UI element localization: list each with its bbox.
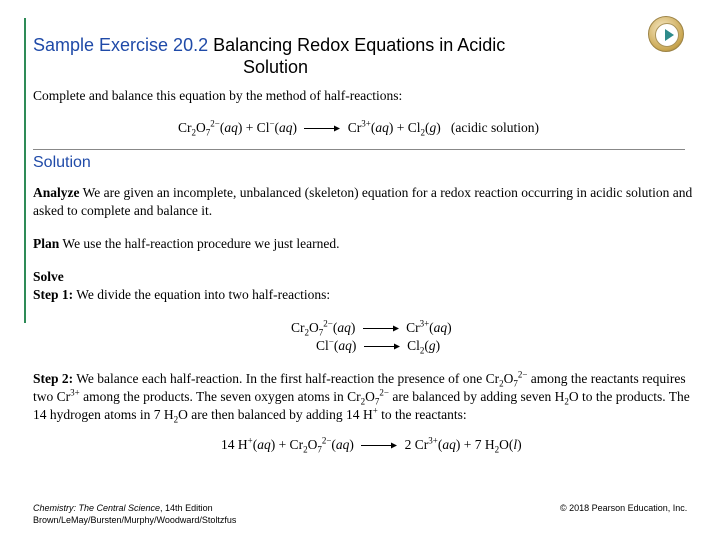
exercise-label: Sample Exercise 20.2 — [33, 35, 209, 55]
solve-label-block — [33, 268, 693, 304]
footer-citation — [33, 502, 236, 526]
step2-text-f: are then balanced by adding 14 — [191, 407, 360, 422]
balanced-equation: 14 $H^+(aq) + Cr_2O_7^{2-}(aq)$ 2 $Cr^{3+}(aq) + 7$ $H_2O(l)$ — [221, 435, 522, 455]
play-button-icon[interactable] — [648, 16, 684, 52]
step2-text-e: to the products. The 14 hydrogen atoms in 7 — [33, 389, 690, 422]
step2-text-g: to the reactants: — [381, 407, 467, 422]
book-title: Chemistry: The Central Science — [33, 503, 161, 513]
edition: , 14th Edition — [160, 503, 213, 513]
title-line-1: Balancing Redox Equations in Acidic — [213, 35, 506, 55]
authors: Brown/LeMay/Bursten/Murphy/Woodward/Stoltzfus — [33, 515, 237, 525]
step2-text-d: are balanced by adding seven — [392, 389, 552, 404]
step2-label: Step 2: — [33, 371, 74, 386]
solution-heading: Solution — [33, 154, 91, 171]
page-title — [33, 34, 505, 78]
step1-text: We divide the equation into two half-reactions: — [76, 287, 331, 302]
analyze-paragraph — [33, 184, 693, 220]
step2-text-c: among the products. The seven oxygen atoms in — [83, 389, 344, 404]
solve-label: Solve — [33, 269, 64, 284]
analyze-text: We are given an incomplete, unbalanced (skeleton) equation for a redox reaction occurring in acidic solution and asked to complete and balance it. — [33, 185, 693, 218]
title-line-2: Solution — [243, 57, 309, 77]
step2-paragraph: Step 2: We balance each half-reaction. In the first half-reaction the presence of one $Cr_2O_7^{2-}$ among the reactants requires two $Cr^{3+}$ among the products. The seven oxygen atoms in $Cr_2O_7^{2-}$ are balanced by adding seven $H_2O$ to the products. The 14 hydrogen atoms in 7 $H_2O$ are then balanced by adding 14 H+ to the reactants: — [33, 369, 690, 425]
copyright: © 2018 Pearson Education, Inc. — [560, 503, 688, 513]
step1-label: Step 1: — [33, 287, 74, 302]
divider — [33, 149, 685, 150]
half-reactions: $Cr_2O_7^{2-}(aq)$ $Cr^{3+}(aq)$ Cl−(aq) $Cl_2(g)$ — [291, 318, 452, 356]
step2-text-a: We balance each half-reaction. In the first half-reaction the presence of one — [76, 371, 483, 386]
main-equation: $Cr_2O_7^{2-}(aq) + Cl^-(aq) Cr^{3+}(aq) + Cl_2(g)$ (acidic solution) — [178, 118, 539, 138]
intro-text: Complete and balance this equation by the method of half-reactions: — [33, 88, 403, 103]
plan-paragraph — [33, 235, 693, 253]
reaction-arrow-icon — [363, 324, 399, 333]
step2-text-b: among the reactants requires two — [33, 371, 686, 404]
reaction-arrow-icon — [364, 342, 400, 351]
plan-text: We use the half-reaction procedure we just learned. — [62, 236, 340, 251]
left-accent-bar — [24, 18, 26, 323]
reaction-arrow-icon — [361, 441, 397, 450]
reaction-arrow-icon — [304, 124, 340, 133]
analyze-label: Analyze — [33, 185, 80, 200]
plan-label: Plan — [33, 236, 60, 251]
condition-text: (acidic solution) — [450, 120, 539, 135]
